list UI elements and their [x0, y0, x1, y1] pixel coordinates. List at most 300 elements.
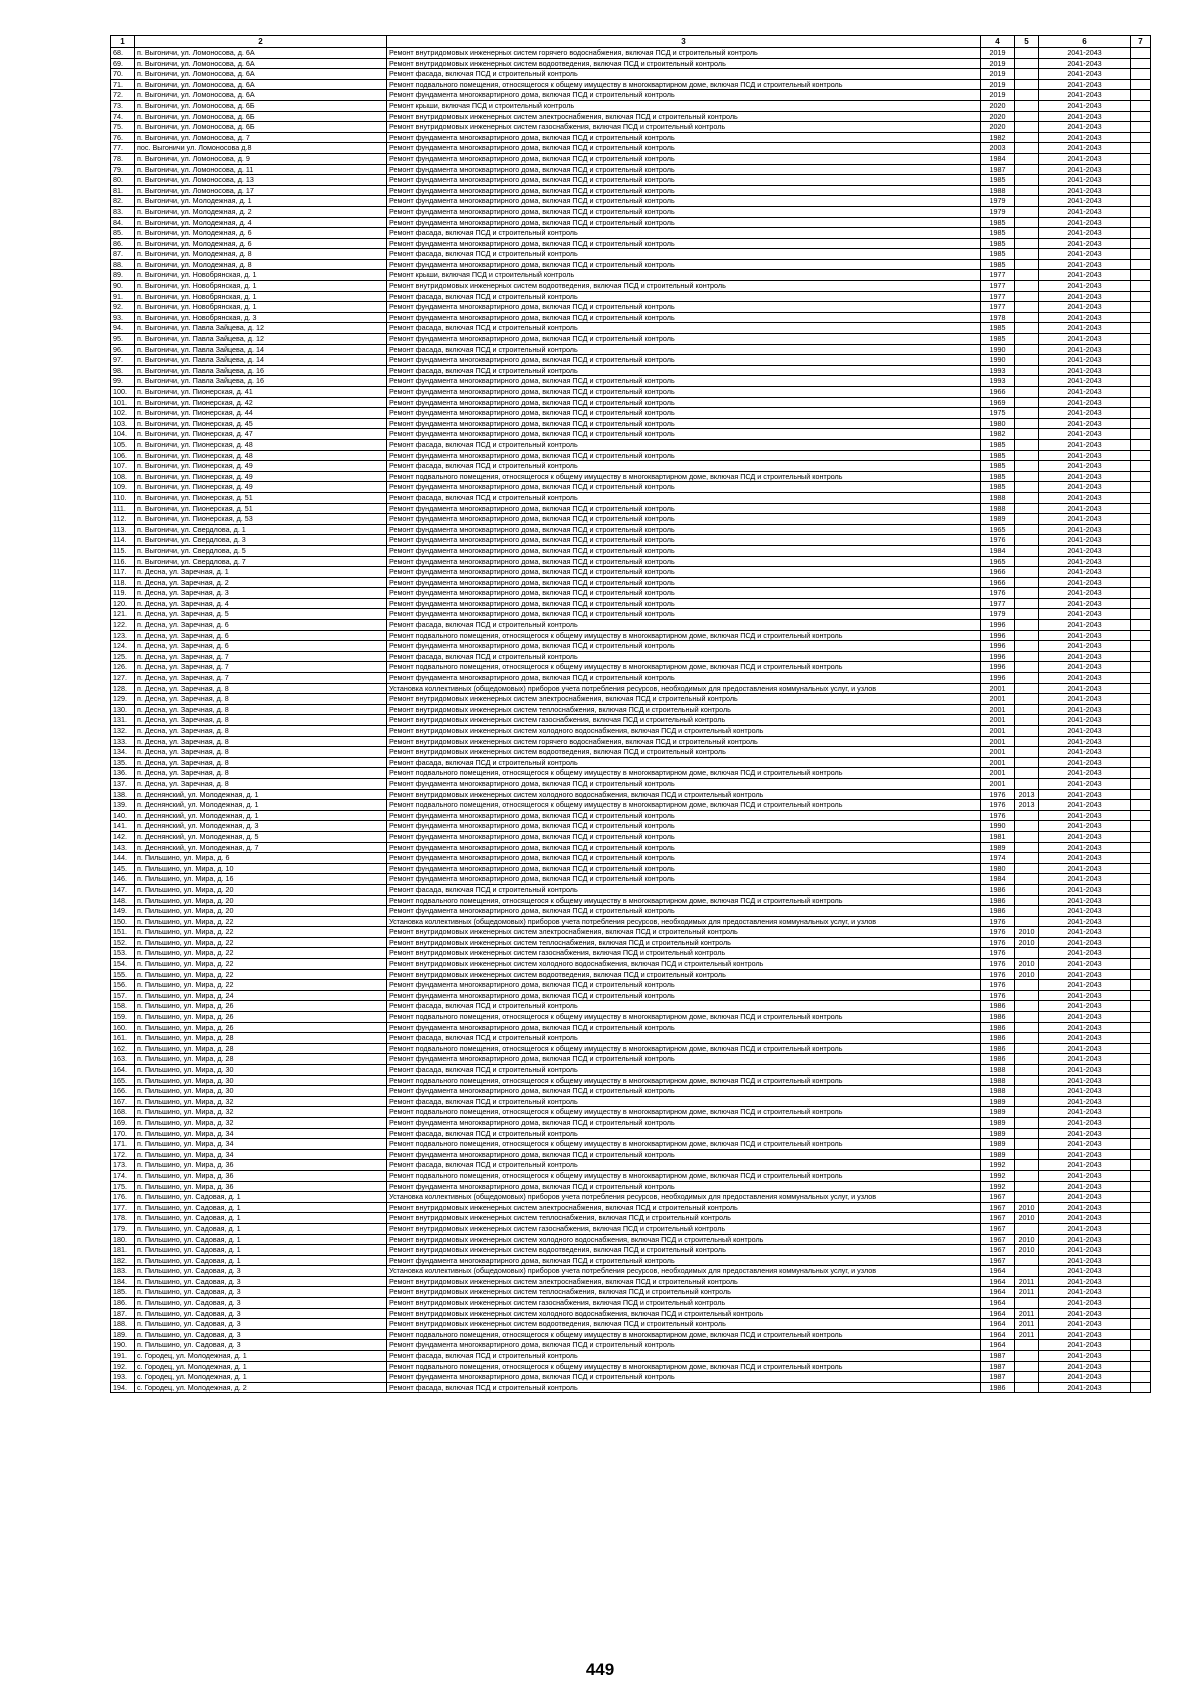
table-row: [111, 100, 1151, 111]
planned-period-cell: 2041-2043: [1039, 726, 1131, 737]
note-cell: [1131, 69, 1151, 80]
planned-period-cell: 2041-2043: [1039, 503, 1131, 514]
table-row: [111, 1139, 1151, 1150]
note-cell: [1131, 100, 1151, 111]
row-index: 83.: [111, 206, 135, 217]
address-cell: п. Пильшино, ул. Мира, д. 20: [135, 895, 387, 906]
row-index: 132.: [111, 726, 135, 737]
commissioning-year-cell: 1993: [981, 365, 1015, 376]
note-cell: [1131, 1192, 1151, 1203]
planned-period-cell: 2041-2043: [1039, 196, 1131, 207]
row-index: 155.: [111, 969, 135, 980]
note-cell: [1131, 312, 1151, 323]
note-cell: [1131, 471, 1151, 482]
last-repair-year-cell: [1015, 355, 1039, 366]
commissioning-year-cell: 1984: [981, 545, 1015, 556]
commissioning-year-cell: 1986: [981, 1382, 1015, 1393]
commissioning-year-cell: 1978: [981, 312, 1015, 323]
header-col-1: 1: [111, 36, 135, 48]
address-cell: п. Пильшино, ул. Мира, д. 20: [135, 906, 387, 917]
table-row: [111, 281, 1151, 292]
planned-period-cell: 2041-2043: [1039, 895, 1131, 906]
address-cell: п. Выгоничи, ул. Павла Зайцева, д. 16: [135, 365, 387, 376]
work-type-cell: Ремонт внутридомовых инженерных систем водоотведения, включая ПСД и строительный контроль: [387, 1319, 981, 1330]
table-row: [111, 365, 1151, 376]
note-cell: [1131, 281, 1151, 292]
last-repair-year-cell: [1015, 196, 1039, 207]
address-cell: п. Выгоничи, ул. Ломоносова, д. 6А: [135, 69, 387, 80]
commissioning-year-cell: 1964: [981, 1308, 1015, 1319]
header-col-2: 2: [135, 36, 387, 48]
table-row: [111, 429, 1151, 440]
row-index: 79.: [111, 164, 135, 175]
note-cell: [1131, 800, 1151, 811]
work-type-cell: Ремонт фундамента многоквартирного дома, включая ПСД и строительный контроль: [387, 524, 981, 535]
last-repair-year-cell: [1015, 132, 1039, 143]
row-index: 190.: [111, 1340, 135, 1351]
address-cell: п. Пильшино, ул. Мира, д. 10: [135, 863, 387, 874]
last-repair-year-cell: [1015, 1160, 1039, 1171]
address-cell: п. Деснянский, ул. Молодежная, д. 5: [135, 831, 387, 842]
planned-period-cell: 2041-2043: [1039, 206, 1131, 217]
table-row: [111, 800, 1151, 811]
last-repair-year-cell: [1015, 164, 1039, 175]
planned-period-cell: 2041-2043: [1039, 747, 1131, 758]
planned-period-cell: 2041-2043: [1039, 461, 1131, 472]
address-cell: п. Десна, ул. Заречная, д. 8: [135, 757, 387, 768]
row-index: 188.: [111, 1319, 135, 1330]
work-type-cell: Ремонт фундамента многоквартирного дома, включая ПСД и строительный контроль: [387, 482, 981, 493]
last-repair-year-cell: [1015, 58, 1039, 69]
row-index: 104.: [111, 429, 135, 440]
work-type-cell: Ремонт подвального помещения, относящегося к общему имуществу в многоквартирном доме, включая ПСД и строительный контроль: [387, 1107, 981, 1118]
note-cell: [1131, 895, 1151, 906]
address-cell: п. Пильшино, ул. Мира, д. 22: [135, 969, 387, 980]
table-row: [111, 1382, 1151, 1393]
table-row: [111, 175, 1151, 186]
address-cell: п. Десна, ул. Заречная, д. 7: [135, 673, 387, 684]
planned-period-cell: 2041-2043: [1039, 778, 1131, 789]
last-repair-year-cell: [1015, 291, 1039, 302]
row-index: 175.: [111, 1181, 135, 1192]
commissioning-year-cell: 1964: [981, 1329, 1015, 1340]
table-row: [111, 1086, 1151, 1097]
commissioning-year-cell: 1989: [981, 1096, 1015, 1107]
commissioning-year-cell: 1979: [981, 206, 1015, 217]
row-index: 77.: [111, 143, 135, 154]
row-index: 71.: [111, 79, 135, 90]
commissioning-year-cell: 1985: [981, 259, 1015, 270]
planned-period-cell: 2041-2043: [1039, 270, 1131, 281]
row-index: 114.: [111, 535, 135, 546]
address-cell: п. Пильшино, ул. Садовая, д. 1: [135, 1223, 387, 1234]
table-row: [111, 884, 1151, 895]
note-cell: [1131, 1287, 1151, 1298]
commissioning-year-cell: 1987: [981, 1372, 1015, 1383]
address-cell: п. Пильшино, ул. Мира, д. 26: [135, 1012, 387, 1023]
planned-period-cell: 2041-2043: [1039, 492, 1131, 503]
commissioning-year-cell: 2019: [981, 58, 1015, 69]
planned-period-cell: 2041-2043: [1039, 641, 1131, 652]
work-type-cell: Ремонт фундамента многоквартирного дома, включая ПСД и строительный контроль: [387, 810, 981, 821]
row-index: 177.: [111, 1202, 135, 1213]
commissioning-year-cell: 1977: [981, 270, 1015, 281]
last-repair-year-cell: [1015, 726, 1039, 737]
address-cell: п. Выгоничи, ул. Ломоносова, д. 6Б: [135, 100, 387, 111]
planned-period-cell: 2041-2043: [1039, 175, 1131, 186]
planned-period-cell: 2041-2043: [1039, 831, 1131, 842]
commissioning-year-cell: 1967: [981, 1223, 1015, 1234]
row-index: 91.: [111, 291, 135, 302]
row-index: 78.: [111, 153, 135, 164]
row-index: 82.: [111, 196, 135, 207]
planned-period-cell: 2041-2043: [1039, 1149, 1131, 1160]
row-index: 70.: [111, 69, 135, 80]
row-index: 134.: [111, 747, 135, 758]
address-cell: п. Выгоничи, ул. Ломоносова, д. 6А: [135, 79, 387, 90]
work-type-cell: Ремонт фундамента многоквартирного дома, включая ПСД и строительный контроль: [387, 238, 981, 249]
table-row: [111, 122, 1151, 133]
row-index: 124.: [111, 641, 135, 652]
row-index: 146.: [111, 874, 135, 885]
work-type-cell: Ремонт фасада, включая ПСД и строительный контроль: [387, 249, 981, 260]
last-repair-year-cell: [1015, 916, 1039, 927]
row-index: 159.: [111, 1012, 135, 1023]
table-row: [111, 344, 1151, 355]
table-row: [111, 387, 1151, 398]
planned-period-cell: 2041-2043: [1039, 609, 1131, 620]
planned-period-cell: 2041-2043: [1039, 291, 1131, 302]
last-repair-year-cell: [1015, 238, 1039, 249]
note-cell: [1131, 1033, 1151, 1044]
note-cell: [1131, 577, 1151, 588]
table-row: [111, 641, 1151, 652]
commissioning-year-cell: 1965: [981, 556, 1015, 567]
note-cell: [1131, 1096, 1151, 1107]
last-repair-year-cell: [1015, 1181, 1039, 1192]
commissioning-year-cell: 1985: [981, 461, 1015, 472]
address-cell: п. Выгоничи, ул. Ломоносова, д. 6Б: [135, 122, 387, 133]
table-row: [111, 461, 1151, 472]
address-cell: п. Пильшино, ул. Мира, д. 6: [135, 853, 387, 864]
work-type-cell: Ремонт фундамента многоквартирного дома, включая ПСД и строительный контроль: [387, 334, 981, 345]
last-repair-year-cell: [1015, 567, 1039, 578]
table-row: [111, 598, 1151, 609]
planned-period-cell: 2041-2043: [1039, 959, 1131, 970]
planned-period-cell: 2041-2043: [1039, 874, 1131, 885]
address-cell: п. Выгоничи, ул. Пионерская, д. 53: [135, 514, 387, 525]
work-type-cell: Ремонт фундамента многоквартирного дома, включая ПСД и строительный контроль: [387, 312, 981, 323]
last-repair-year-cell: 2010: [1015, 1202, 1039, 1213]
planned-period-cell: 2041-2043: [1039, 927, 1131, 938]
table-row: [111, 1181, 1151, 1192]
address-cell: п. Десна, ул. Заречная, д. 8: [135, 747, 387, 758]
commissioning-year-cell: 1989: [981, 1107, 1015, 1118]
address-cell: п. Деснянский, ул. Молодежная, д. 1: [135, 810, 387, 821]
row-index: 138.: [111, 789, 135, 800]
row-index: 121.: [111, 609, 135, 620]
work-type-cell: Установка коллективных (общедомовых) приборов учета потребления ресурсов, необходимых для предоставления коммунальных услуг, и узлов: [387, 1266, 981, 1277]
note-cell: [1131, 450, 1151, 461]
last-repair-year-cell: [1015, 1117, 1039, 1128]
commissioning-year-cell: 1989: [981, 842, 1015, 853]
commissioning-year-cell: 1976: [981, 800, 1015, 811]
address-cell: п. Пильшино, ул. Мира, д. 26: [135, 1001, 387, 1012]
commissioning-year-cell: 1981: [981, 831, 1015, 842]
note-cell: [1131, 439, 1151, 450]
last-repair-year-cell: [1015, 1107, 1039, 1118]
commissioning-year-cell: 1967: [981, 1245, 1015, 1256]
commissioning-year-cell: 1966: [981, 387, 1015, 398]
note-cell: [1131, 789, 1151, 800]
note-cell: [1131, 1054, 1151, 1065]
work-type-cell: Ремонт внутридомовых инженерных систем газоснабжения, включая ПСД и строительный контроль: [387, 948, 981, 959]
work-type-cell: Ремонт внутридомовых инженерных систем теплоснабжения, включая ПСД и строительный контроль: [387, 1287, 981, 1298]
table-row: [111, 302, 1151, 313]
commissioning-year-cell: 1982: [981, 132, 1015, 143]
work-type-cell: Ремонт подвального помещения, относящегося к общему имуществу в многоквартирном доме, включая ПСД и строительный контроль: [387, 768, 981, 779]
work-type-cell: Ремонт подвального помещения, относящегося к общему имуществу в многоквартирном доме, включая ПСД и строительный контроль: [387, 895, 981, 906]
planned-period-cell: 2041-2043: [1039, 800, 1131, 811]
work-type-cell: Ремонт внутридомовых инженерных систем холодного водоснабжения, включая ПСД и строительный контроль: [387, 959, 981, 970]
address-cell: п. Десна, ул. Заречная, д. 5: [135, 609, 387, 620]
table-row: [111, 1192, 1151, 1203]
address-cell: п. Пильшино, ул. Садовая, д. 3: [135, 1329, 387, 1340]
address-cell: п. Пильшино, ул. Мира, д. 36: [135, 1170, 387, 1181]
commissioning-year-cell: 1996: [981, 630, 1015, 641]
commissioning-year-cell: 1967: [981, 1202, 1015, 1213]
note-cell: [1131, 948, 1151, 959]
note-cell: [1131, 842, 1151, 853]
row-index: 118.: [111, 577, 135, 588]
note-cell: [1131, 1075, 1151, 1086]
last-repair-year-cell: [1015, 831, 1039, 842]
table-row: [111, 842, 1151, 853]
note-cell: [1131, 249, 1151, 260]
row-index: 141.: [111, 821, 135, 832]
row-index: 95.: [111, 334, 135, 345]
row-index: 117.: [111, 567, 135, 578]
address-cell: п. Десна, ул. Заречная, д. 4: [135, 598, 387, 609]
last-repair-year-cell: [1015, 842, 1039, 853]
planned-period-cell: 2041-2043: [1039, 810, 1131, 821]
last-repair-year-cell: 2011: [1015, 1319, 1039, 1330]
note-cell: [1131, 376, 1151, 387]
note-cell: [1131, 206, 1151, 217]
planned-period-cell: 2041-2043: [1039, 524, 1131, 535]
address-cell: п. Десна, ул. Заречная, д. 2: [135, 577, 387, 588]
table-row: [111, 1128, 1151, 1139]
note-cell: [1131, 514, 1151, 525]
last-repair-year-cell: [1015, 545, 1039, 556]
last-repair-year-cell: [1015, 651, 1039, 662]
last-repair-year-cell: [1015, 376, 1039, 387]
commissioning-year-cell: 1976: [981, 959, 1015, 970]
work-type-cell: Ремонт фундамента многоквартирного дома, включая ПСД и строительный контроль: [387, 1022, 981, 1033]
last-repair-year-cell: [1015, 1170, 1039, 1181]
table-row: [111, 789, 1151, 800]
work-type-cell: Ремонт фундамента многоквартирного дома, включая ПСД и строительный контроль: [387, 853, 981, 864]
address-cell: п. Деснянский, ул. Молодежная, д. 1: [135, 789, 387, 800]
row-index: 192.: [111, 1361, 135, 1372]
row-index: 184.: [111, 1276, 135, 1287]
address-cell: п. Выгоничи, ул. Ломоносова, д. 9: [135, 153, 387, 164]
planned-period-cell: 2041-2043: [1039, 217, 1131, 228]
commissioning-year-cell: 1989: [981, 1139, 1015, 1150]
note-cell: [1131, 1160, 1151, 1171]
last-repair-year-cell: [1015, 153, 1039, 164]
commissioning-year-cell: 1988: [981, 1086, 1015, 1097]
planned-period-cell: 2041-2043: [1039, 853, 1131, 864]
work-type-cell: Ремонт фундамента многоквартирного дома, включая ПСД и строительный контроль: [387, 906, 981, 917]
last-repair-year-cell: 2010: [1015, 1234, 1039, 1245]
address-cell: п. Выгоничи, ул. Пионерская, д. 51: [135, 503, 387, 514]
planned-period-cell: 2041-2043: [1039, 556, 1131, 567]
work-type-cell: Ремонт фундамента многоквартирного дома, включая ПСД и строительный контроль: [387, 175, 981, 186]
planned-period-cell: 2041-2043: [1039, 418, 1131, 429]
table-row: [111, 853, 1151, 864]
work-type-cell: Ремонт фасада, включая ПСД и строительный контроль: [387, 1160, 981, 1171]
work-type-cell: Ремонт фасада, включая ПСД и строительный контроль: [387, 291, 981, 302]
last-repair-year-cell: [1015, 747, 1039, 758]
last-repair-year-cell: [1015, 1382, 1039, 1393]
table-row: [111, 228, 1151, 239]
work-type-cell: Ремонт фундамента многоквартирного дома, включая ПСД и строительный контроль: [387, 397, 981, 408]
work-type-cell: Ремонт внутридомовых инженерных систем холодного водоснабжения, включая ПСД и строительный контроль: [387, 726, 981, 737]
table-row: [111, 863, 1151, 874]
table-row: [111, 831, 1151, 842]
note-cell: [1131, 1149, 1151, 1160]
table-row: [111, 1234, 1151, 1245]
row-index: 109.: [111, 482, 135, 493]
commissioning-year-cell: 1990: [981, 344, 1015, 355]
last-repair-year-cell: 2011: [1015, 1287, 1039, 1298]
commissioning-year-cell: 1990: [981, 821, 1015, 832]
row-index: 183.: [111, 1266, 135, 1277]
address-cell: п. Выгоничи, ул. Пионерская, д. 47: [135, 429, 387, 440]
planned-period-cell: 2041-2043: [1039, 651, 1131, 662]
note-cell: [1131, 1107, 1151, 1118]
address-cell: п. Десна, ул. Заречная, д. 8: [135, 694, 387, 705]
last-repair-year-cell: [1015, 990, 1039, 1001]
work-type-cell: Ремонт внутридомовых инженерных систем теплоснабжения, включая ПСД и строительный контроль: [387, 937, 981, 948]
last-repair-year-cell: [1015, 673, 1039, 684]
planned-period-cell: 2041-2043: [1039, 1255, 1131, 1266]
row-index: 139.: [111, 800, 135, 811]
work-type-cell: Ремонт фасада, включая ПСД и строительный контроль: [387, 1033, 981, 1044]
address-cell: п. Десна, ул. Заречная, д. 8: [135, 683, 387, 694]
last-repair-year-cell: [1015, 1223, 1039, 1234]
work-type-cell: Ремонт фасада, включая ПСД и строительный контроль: [387, 1096, 981, 1107]
work-type-cell: Ремонт фундамента многоквартирного дома, включая ПСД и строительный контроль: [387, 641, 981, 652]
planned-period-cell: 2041-2043: [1039, 906, 1131, 917]
row-index: 163.: [111, 1054, 135, 1065]
last-repair-year-cell: [1015, 387, 1039, 398]
last-repair-year-cell: [1015, 312, 1039, 323]
last-repair-year-cell: [1015, 143, 1039, 154]
note-cell: [1131, 1351, 1151, 1362]
planned-period-cell: 2041-2043: [1039, 48, 1131, 59]
planned-period-cell: 2041-2043: [1039, 1117, 1131, 1128]
note-cell: [1131, 588, 1151, 599]
row-index: 97.: [111, 355, 135, 366]
row-index: 164.: [111, 1065, 135, 1076]
commissioning-year-cell: 1986: [981, 895, 1015, 906]
row-index: 107.: [111, 461, 135, 472]
table-row: [111, 768, 1151, 779]
work-type-cell: Ремонт фасада, включая ПСД и строительный контроль: [387, 757, 981, 768]
table-row: [111, 1160, 1151, 1171]
planned-period-cell: 2041-2043: [1039, 100, 1131, 111]
planned-period-cell: 2041-2043: [1039, 1213, 1131, 1224]
commissioning-year-cell: 1989: [981, 514, 1015, 525]
note-cell: [1131, 1372, 1151, 1383]
row-index: 174.: [111, 1170, 135, 1181]
note-cell: [1131, 874, 1151, 885]
address-cell: п. Выгоничи, ул. Пионерская, д. 45: [135, 418, 387, 429]
row-index: 181.: [111, 1245, 135, 1256]
commissioning-year-cell: 1988: [981, 1065, 1015, 1076]
work-type-cell: Ремонт внутридомовых инженерных систем газоснабжения, включая ПСД и строительный контроль: [387, 1223, 981, 1234]
work-type-cell: Ремонт фасада, включая ПСД и строительный контроль: [387, 1351, 981, 1362]
note-cell: [1131, 429, 1151, 440]
address-cell: п. Десна, ул. Заречная, д. 7: [135, 662, 387, 673]
planned-period-cell: 2041-2043: [1039, 1266, 1131, 1277]
note-cell: [1131, 821, 1151, 832]
table-row: [111, 1001, 1151, 1012]
last-repair-year-cell: [1015, 461, 1039, 472]
commissioning-year-cell: 1964: [981, 1276, 1015, 1287]
commissioning-year-cell: 1964: [981, 1266, 1015, 1277]
commissioning-year-cell: 1964: [981, 1287, 1015, 1298]
note-cell: [1131, 747, 1151, 758]
planned-period-cell: 2041-2043: [1039, 1075, 1131, 1086]
commissioning-year-cell: 1967: [981, 1213, 1015, 1224]
commissioning-year-cell: 1992: [981, 1170, 1015, 1181]
address-cell: п. Пильшино, ул. Мира, д. 32: [135, 1117, 387, 1128]
work-type-cell: Ремонт фундамента многоквартирного дома, включая ПСД и строительный контроль: [387, 598, 981, 609]
commissioning-year-cell: 1988: [981, 185, 1015, 196]
address-cell: п. Пильшино, ул. Мира, д. 28: [135, 1033, 387, 1044]
row-index: 135.: [111, 757, 135, 768]
table-row: [111, 217, 1151, 228]
last-repair-year-cell: 2013: [1015, 789, 1039, 800]
commissioning-year-cell: 1977: [981, 281, 1015, 292]
note-cell: [1131, 143, 1151, 154]
row-index: 81.: [111, 185, 135, 196]
work-type-cell: Ремонт фундамента многоквартирного дома, включая ПСД и строительный контроль: [387, 302, 981, 313]
commissioning-year-cell: 1984: [981, 874, 1015, 885]
planned-period-cell: 2041-2043: [1039, 916, 1131, 927]
row-index: 75.: [111, 122, 135, 133]
row-index: 179.: [111, 1223, 135, 1234]
work-type-cell: Ремонт фундамента многоквартирного дома, включая ПСД и строительный контроль: [387, 376, 981, 387]
commissioning-year-cell: 1976: [981, 948, 1015, 959]
planned-period-cell: 2041-2043: [1039, 662, 1131, 673]
table-row: [111, 206, 1151, 217]
table-row: [111, 482, 1151, 493]
address-cell: п. Пильшино, ул. Мира, д. 34: [135, 1149, 387, 1160]
planned-period-cell: 2041-2043: [1039, 948, 1131, 959]
commissioning-year-cell: 2001: [981, 704, 1015, 715]
last-repair-year-cell: [1015, 100, 1039, 111]
note-cell: [1131, 259, 1151, 270]
commissioning-year-cell: 1986: [981, 884, 1015, 895]
table-row: [111, 291, 1151, 302]
address-cell: п. Пильшино, ул. Мира, д. 22: [135, 948, 387, 959]
planned-period-cell: 2041-2043: [1039, 545, 1131, 556]
row-index: 73.: [111, 100, 135, 111]
